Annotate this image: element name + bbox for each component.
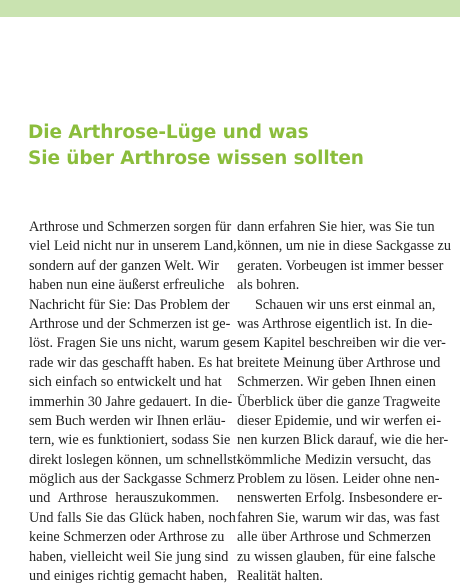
text-line: dieser Epidemie, und wir werfen ei-: [237, 412, 442, 429]
text-line: tern, wie es funktioniert, sodass Sie: [29, 432, 231, 449]
text-line: als bohren.: [237, 277, 300, 294]
text-line: haben nun eine äußerst erfreuliche: [29, 277, 225, 294]
text-line: alle über Arthrose und Schmerzen: [237, 529, 431, 546]
text-line: sem Buch werden wir Ihnen erläu-: [29, 412, 226, 429]
text-line: Schauen wir uns erst einmal an,: [255, 296, 436, 313]
text-line: Realität halten.: [237, 568, 323, 585]
text-line: Arthrose und Schmerzen sorgen für: [29, 219, 232, 235]
top-color-band: [0, 0, 460, 17]
chapter-title-line-2: Sie über Arthrose wissen sollten: [28, 148, 364, 169]
text-line: geraten. Vorbeugen ist immer besser: [237, 257, 444, 274]
text-line: breitete Meinung über Arthrose und: [237, 354, 441, 371]
text-line: fahren Sie, warum wir das, was fast: [237, 509, 440, 526]
right-text-column: [237, 218, 451, 586]
text-line: und Arthrose herauszukommen.: [29, 490, 219, 507]
text-line: viel Leid nicht nur in unserem Land,: [29, 238, 237, 255]
text-line: nen kurzen Blick darauf, wie die her-: [237, 432, 449, 449]
text-line: Arthrose und der Schmerzen ist ge-: [29, 315, 231, 332]
text-line: löst. Fragen Sie uns nicht, warum ge-: [29, 335, 241, 352]
text-line: dann erfahren Sie hier, was Sie tun: [237, 219, 435, 235]
text-line: direkt loslegen können, um schnellst-: [29, 451, 242, 468]
text-line: Schmerzen. Wir geben Ihnen einen: [237, 374, 436, 391]
text-line: möglich aus der Sackgasse Schmerz: [29, 471, 235, 488]
text-line: Und falls Sie das Glück haben, noch: [29, 509, 236, 526]
text-line: nenswerten Erfolg. Insbesondere er-: [237, 490, 443, 507]
text-line: Überblick über die ganze Tragweite: [237, 393, 441, 410]
text-line: immerhin 30 Jahre gedauert. In die-: [29, 393, 233, 410]
text-line: können, um nie in diese Sackgasse zu: [237, 238, 451, 255]
text-line: sem Kapitel beschreiben wir die ver-: [237, 335, 446, 352]
text-line: und einiges richtig gemacht haben,: [29, 568, 228, 585]
left-text-column: [29, 218, 242, 586]
chapter-title: [28, 120, 448, 172]
text-line: was Arthrose eigentlich ist. In die-: [237, 315, 433, 332]
text-line: Problem zu lösen. Leider ohne nen-: [237, 471, 440, 488]
text-line: zu wissen glauben, für eine falsche: [237, 548, 436, 565]
text-line: keine Schmerzen oder Arthrose zu: [29, 529, 225, 546]
text-line: haben, vielleicht weil Sie jung sind: [29, 548, 229, 565]
text-line: Nachricht für Sie: Das Problem der: [29, 296, 230, 313]
column-gutter: [228, 218, 229, 583]
text-line: rade wir das geschafft haben. Es hat: [29, 354, 234, 371]
text-line: kömmliche Medizin versucht, das: [237, 451, 431, 468]
chapter-title-line-1: Die Arthrose-Lüge und was: [28, 122, 309, 143]
text-line: sondern auf der ganzen Welt. Wir: [29, 257, 220, 274]
text-line: sich einfach so entwickelt und hat: [29, 374, 222, 391]
